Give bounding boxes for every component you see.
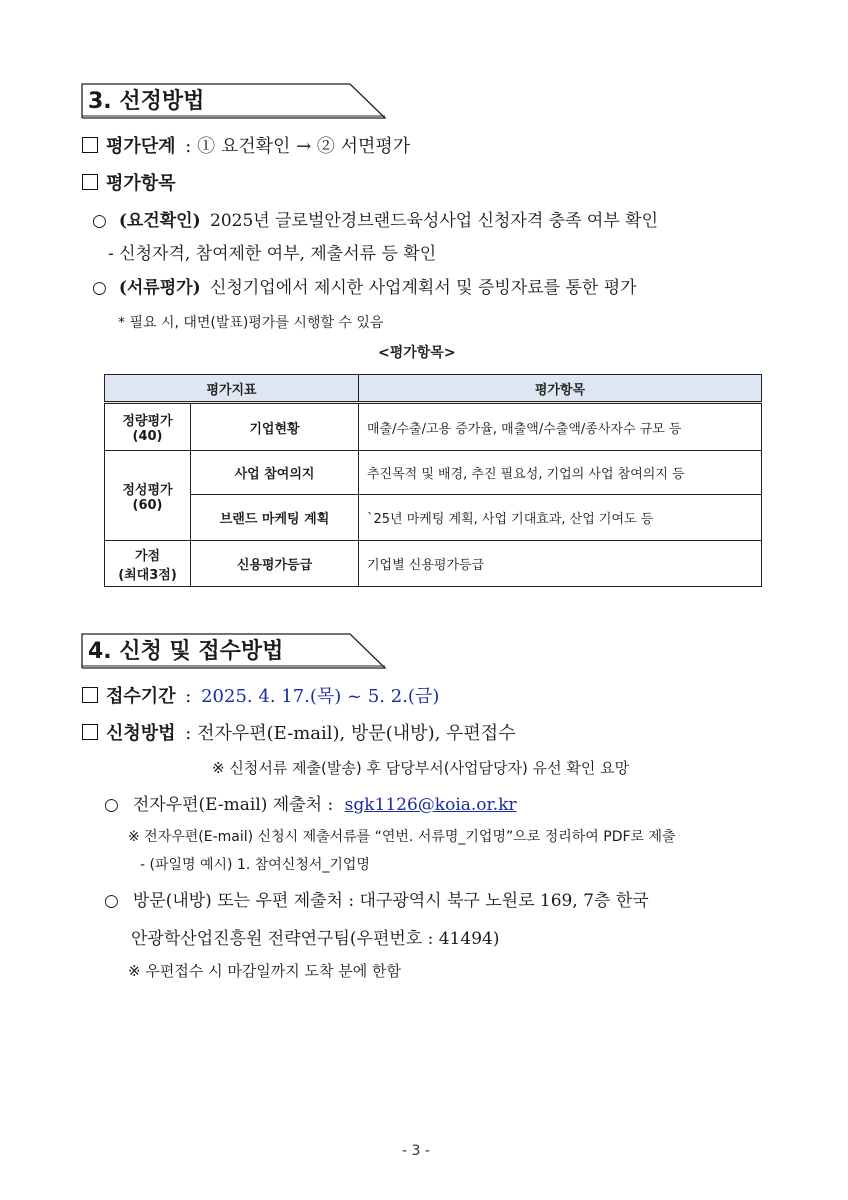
table-row <box>105 403 762 451</box>
method-label: 신청방법 <box>106 723 176 744</box>
method-value: : 전자우편(E-mail), 방문(내방), 우편접수 <box>185 723 516 744</box>
email-label: 전자우편(E-mail) 제출처 : <box>132 795 334 815</box>
table-cell: 매출/수출/고용 증가율, 매출액/수출액/종사자수 규모 등 <box>359 403 762 451</box>
bullet-circle-icon: ○ <box>92 211 107 231</box>
checkbox-icon <box>82 687 98 703</box>
section-4-header <box>80 632 390 668</box>
table-cell: 정량평가 (40) <box>105 403 191 451</box>
period-value: 2025. 4. 17.(목) ~ 5. 2.(금) <box>201 686 440 707</box>
period-label: 접수기간 <box>106 686 176 707</box>
period-sep: : <box>185 686 192 707</box>
page-number: - 3 - <box>402 1143 430 1159</box>
bullet-circle-icon: ○ <box>104 795 119 815</box>
table-cell: 브랜드 마케팅 계획 <box>191 495 359 541</box>
table-cell: 추진목적 및 배경, 추진 필요성, 기업의 사업 참여의지 등 <box>359 451 762 495</box>
table-row <box>105 451 762 495</box>
table-cell: 신용평가등급 <box>191 541 359 587</box>
evaluation-table <box>104 374 762 587</box>
req-check-text: 2025년 글로벌안경브랜드육성사업 신청자격 충족 여부 확인 <box>210 211 659 231</box>
table-header: 평가항목 <box>359 375 762 403</box>
eval-step-line <box>82 132 410 158</box>
method-line <box>82 719 516 745</box>
checkbox-icon <box>82 724 98 740</box>
eval-items-label: 평가항목 <box>106 173 176 194</box>
section-3-title: 3. 선정방법 <box>88 89 205 114</box>
checkbox-icon <box>82 174 98 190</box>
period-line <box>82 682 439 708</box>
doc-eval-line <box>92 273 637 298</box>
email-link[interactable]: sgk1126@koia.or.kr <box>344 795 517 815</box>
method-note: ※ 신청서류 제출(발송) 후 담당부서(사업담당자) 유선 확인 요망 <box>212 759 630 777</box>
table-caption: <평가항목> <box>378 345 456 361</box>
eval-items-line <box>82 169 176 195</box>
table-cell: 가점 (최대3점) <box>105 541 191 587</box>
table-cell: 기업별 신용평가등급 <box>359 541 762 587</box>
bullet-circle-icon: ○ <box>92 278 107 298</box>
table-cell: 정성평가 (60) <box>105 451 191 541</box>
table-cell: 사업 참여의지 <box>191 451 359 495</box>
email-line <box>104 790 517 815</box>
checkbox-icon <box>82 137 98 153</box>
email-example: - (파일명 예시) 1. 참여신청서_기업명 <box>140 857 370 873</box>
doc-eval-label: (서류평가) <box>118 278 201 298</box>
table-header-row <box>105 375 762 403</box>
table-cell: `25년 마케팅 계획, 사업 기대효과, 산업 기여도 등 <box>359 495 762 541</box>
section-3-header <box>80 82 390 118</box>
table-row <box>105 495 762 541</box>
email-note: ※ 전자우편(E-mail) 신청시 제출서류를 “연번. 서류명_기업명”으로 정리하여 PDF로 제출 <box>128 829 676 845</box>
table-cell: 기업현황 <box>191 403 359 451</box>
visit-line-1 <box>104 886 649 911</box>
table-row <box>105 541 762 587</box>
optional-note: * 필요 시, 대면(발표)평가를 시행할 수 있음 <box>118 315 384 331</box>
eval-step-value: : ① 요건확인 → ② 서면평가 <box>185 136 411 157</box>
visit-line-2: 안광학산업진흥원 전략연구팀(우편번호 : 41494) <box>131 929 500 949</box>
bullet-circle-icon: ○ <box>104 891 119 911</box>
req-check-line <box>92 206 658 231</box>
section-4-title: 4. 신청 및 접수방법 <box>88 639 284 664</box>
eval-step-label: 평가단계 <box>106 136 176 157</box>
visit-text-1: 방문(내방) 또는 우편 제출처 : 대구광역시 북구 노원로 169, 7층 한국 <box>132 891 649 911</box>
req-check-label: (요건확인) <box>118 211 201 231</box>
doc-eval-text: 신청기업에서 제시한 사업계획서 및 증빙자료를 통한 평가 <box>210 278 637 298</box>
req-check-sub: - 신청자격, 참여제한 여부, 제출서류 등 확인 <box>108 244 437 264</box>
table-header: 평가지표 <box>105 375 359 403</box>
visit-note: ※ 우편접수 시 마감일까지 도착 분에 한함 <box>128 962 402 980</box>
